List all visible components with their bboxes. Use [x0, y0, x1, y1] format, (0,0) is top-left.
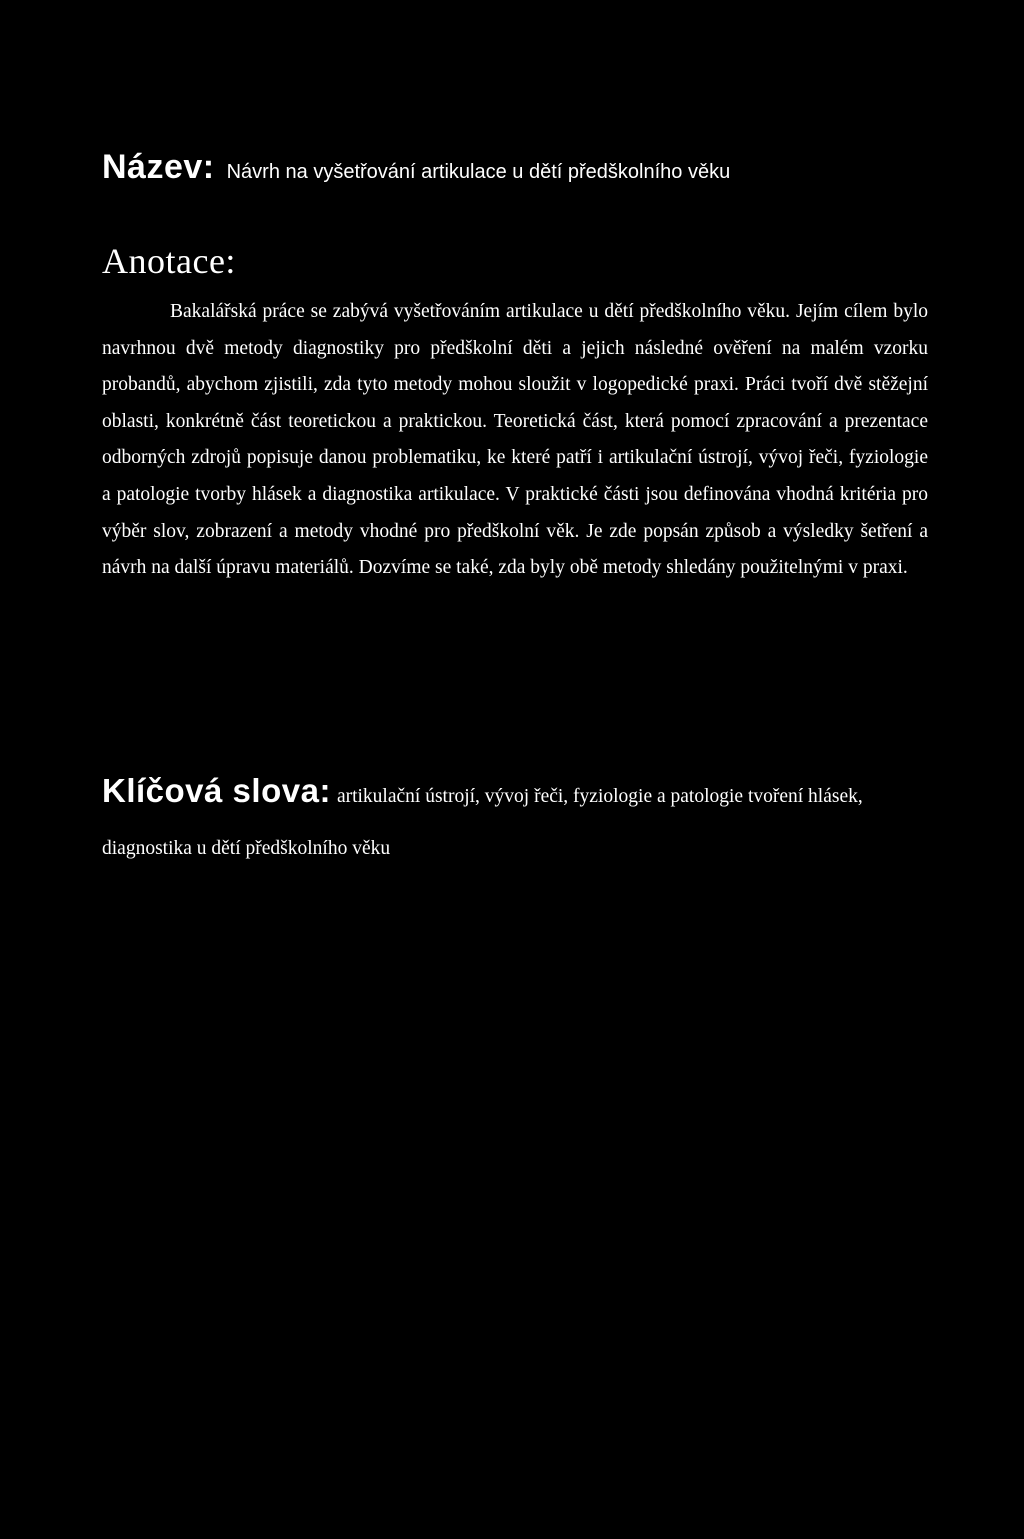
keywords-section: [102, 765, 928, 875]
title-label: Název:: [102, 148, 215, 186]
annotation-text: Bakalářská práce se zabývá vyšetřováním artikulace u dětí předškolního věku. Jejím cílem bylo navrhnou dvě metody diagnostiky pro předškolní děti a jejich následné ověření na malém vzorku probandů, abychom zjistili, zda tyto metody mohou sloužit v logopedické praxi. Práci tvoří dvě stěžejní oblasti, konkrétně část teoretickou a praktickou. Teoretická část, která pomocí zpracování a prezentace odborných zdrojů popisuje danou problematiku, ke které patří i artikulační ústrojí, vývoj řeči, fyziologie a patologie tvorby hlásek a diagnostika artikulace. V praktické části jsou definována vhodná kritéria pro výběr slov, zobrazení a metody vhodné pro předškolní věk. Je zde popsán způsob a výsledky šetření a návrh na další úpravu materiálů. Dozvíme se také, zda byly obě metody shledány použitelnými v praxi.: [102, 301, 928, 579]
keywords-text: artikulační ústrojí, vývoj řeči, fyziologie a patologie tvoření hlásek, diagnostika u dětí předškolního věku: [102, 786, 863, 859]
title-value: Návrh na vyšetřování artikulace u dětí předškolního věku: [226, 161, 731, 183]
title-section: [102, 148, 932, 187]
annotation-heading: Anotace:: [102, 241, 236, 281]
keywords-label: Klíčová slova:: [102, 772, 331, 809]
